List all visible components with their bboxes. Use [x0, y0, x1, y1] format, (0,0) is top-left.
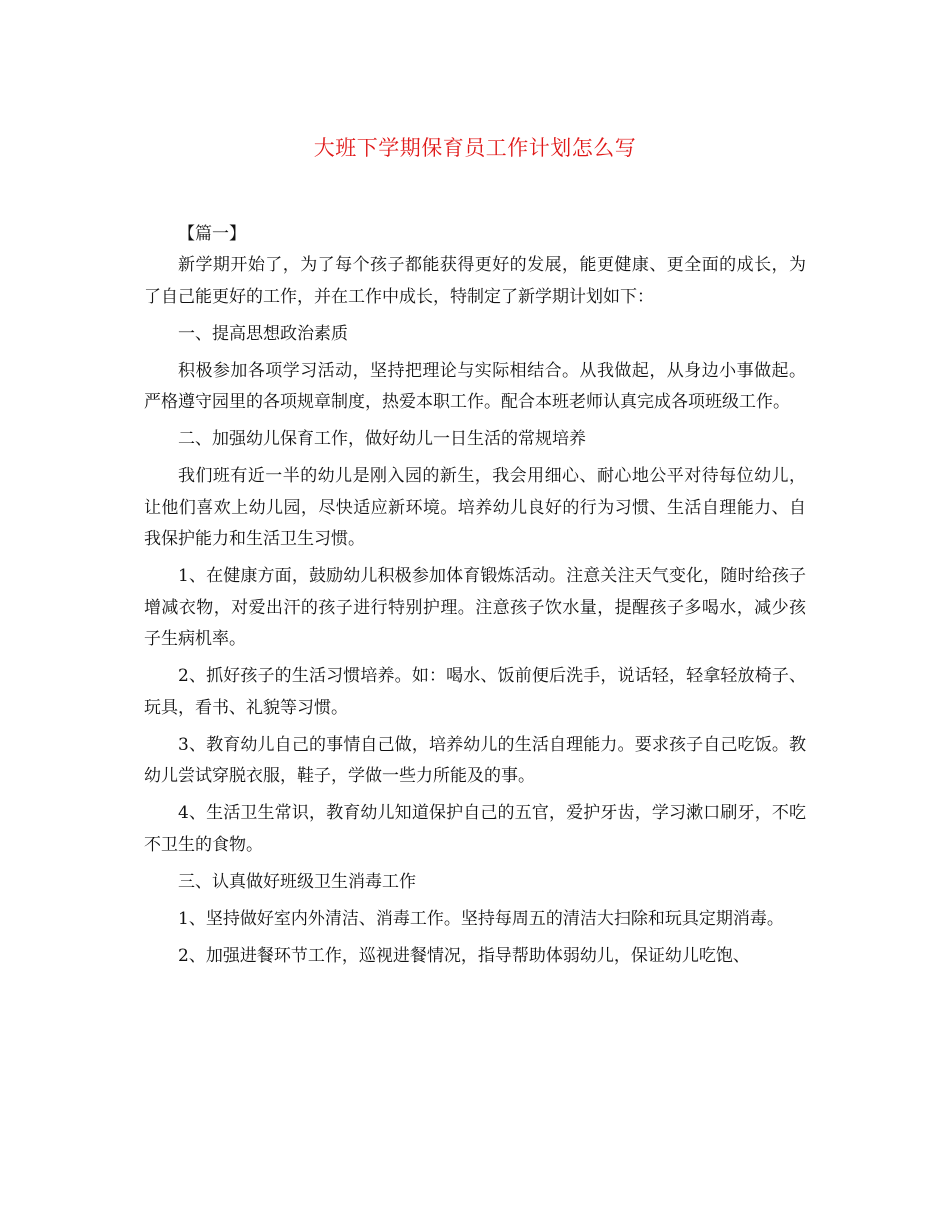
section-label: 【篇一】	[178, 224, 246, 244]
list-item-health: 1、在健康方面，鼓励幼儿积极参加体育锻炼活动。注意关注天气变化，随时给孩子增减衣物，对爱出汗的孩子进行特别护理。注意孩子饮水量，提醒孩子多喝水，减少孩子生病机率。	[144, 566, 806, 649]
paragraph-section-1: 积极参加各项学习活动，坚持把理论与实际相结合。从我做起，从身边小事做起。严格遵守园里的各项规章制度，热爱本职工作。配合本班老师认真完成各项班级工作。	[144, 360, 806, 412]
document-body	[144, 218, 806, 978]
list-item-habits: 2、抓好孩子的生活习惯培养。如：喝水、饭前便后洗手，说话轻，轻拿轻放椅子、玩具，看书、礼貌等习惯。	[144, 666, 806, 718]
heading-section-2: 二、加强幼儿保育工作，做好幼儿一日生活的常规培养	[178, 429, 586, 449]
list-item-hygiene: 4、生活卫生常识，教育幼儿知道保护自己的五官，爱护牙齿，学习漱口刷牙，不吃不卫生的食物。	[144, 803, 806, 855]
heading-section-1: 一、提高思想政治素质	[178, 323, 348, 344]
paragraph-section-2: 我们班有近一半的幼儿是刚入园的新生，我会用细心、耐心地公平对待每位幼儿，让他们喜欢上幼儿园，尽快适应新环境。培养幼儿良好的行为习惯、生活自理能力、自我保护能力和生活卫生习惯。	[144, 466, 806, 549]
list-item-self-care: 3、教育幼儿自己的事情自己做，培养幼儿的生活自理能力。要求孩子自己吃饭。教幼儿尝试穿脱衣服，鞋子，学做一些力所能及的事。	[144, 734, 806, 786]
list-item-cleaning: 1、坚持做好室内外清洁、消毒工作。坚持每周五的清洁大扫除和玩具定期消毒。	[178, 908, 784, 929]
document-title: 大班下学期保育员工作计划怎么写	[313, 136, 637, 160]
paragraph-intro: 新学期开始了，为了每个孩子都能获得更好的发展，能更健康、更全面的成长，为了自己能更好的工作，并在工作中成长，特制定了新学期计划如下：	[144, 255, 806, 307]
heading-section-3: 三、认真做好班级卫生消毒工作	[178, 871, 416, 892]
list-item-meals: 2、加强进餐环节工作，巡视进餐情况，指导帮助体弱幼儿，保证幼儿吃饱、	[178, 945, 750, 966]
